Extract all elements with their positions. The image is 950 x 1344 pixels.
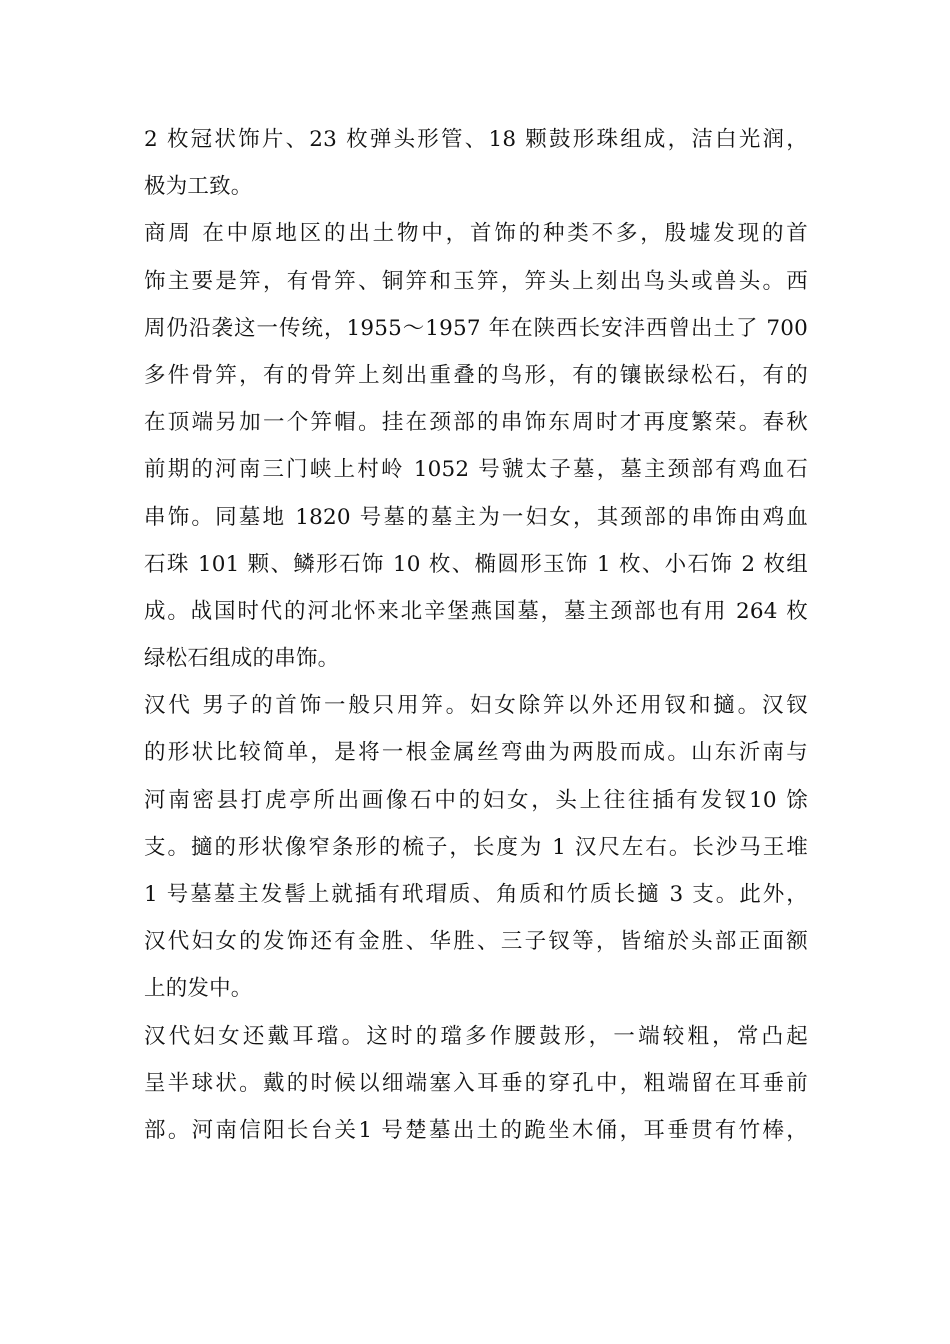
body-text — [144, 116, 808, 1154]
text-line: 支。擿的形状像窄条形的梳子，长度为 1 汉尺左右。长沙马王堆 — [144, 834, 808, 860]
text-line: 串饰。同墓地 1820 号墓的墓主为一妇女，其颈部的串饰由鸡血 — [144, 504, 808, 530]
text-line: 呈半球状。戴的时候以细端塞入耳垂的穿孔中，粗端留在耳垂前 — [144, 1070, 808, 1096]
text-line: 汉代 男子的首饰一般只用笄。妇女除笄以外还用钗和擿。汉钗 — [144, 693, 808, 719]
text-line: 汉代妇女的发饰还有金胜、华胜、三子钗等，皆缩於头部正面额 — [144, 929, 808, 955]
text-line: 绿松石组成的串饰。 — [144, 646, 340, 672]
text-line: 1 号墓墓主发髻上就插有玳瑁质、角质和竹质长擿 3 支。此外， — [144, 882, 808, 907]
text-line: 周仍沿袭这一传统，1955～1957 年在陕西长安沣西曾出土了 700 — [144, 315, 808, 341]
text-line: 的形状比较简单，是将一根金属丝弯曲为两股而成。山东沂南与 — [144, 740, 808, 766]
text-line: 石珠 101 颗、鳞形石饰 10 枚、椭圆形玉饰 1 枚、小石饰 2 枚组 — [144, 551, 808, 577]
text-line: 汉代妇女还戴耳璫。这时的璫多作腰鼓形，一端较粗，常凸起 — [144, 1023, 808, 1049]
text-line: 部。河南信阳长台关1 号楚墓出土的跪坐木俑，耳垂贯有竹棒， — [144, 1117, 808, 1143]
text-line: 成。战国时代的河北怀来北辛堡燕国墓，墓主颈部也有用 264 枚 — [144, 598, 808, 624]
text-line: 多件骨笄，有的骨笄上刻出重叠的鸟形，有的镶嵌绿松石，有的 — [144, 362, 808, 388]
text-line: 饰主要是笄，有骨笄、铜笄和玉笄，笄头上刻出鸟头或兽头。西 — [144, 268, 808, 294]
text-line: 2 枚冠状饰片、23 枚弹头形管、18 颗鼓形珠组成，洁白光润， — [144, 127, 808, 152]
text-line: 商周 在中原地区的出土物中，首饰的种类不多，殷墟发现的首 — [144, 221, 808, 247]
text-line: 河南密县打虎亭所出画像石中的妇女，头上往往插有发钗10 馀 — [144, 787, 808, 813]
text-line: 上的发中。 — [144, 976, 253, 1002]
text-line: 极为工致。 — [144, 174, 253, 200]
text-line: 在顶端另加一个笄帽。挂在颈部的串饰东周时才再度繁荣。春秋 — [144, 410, 808, 436]
text-line: 前期的河南三门峡上村岭 1052 号虢太子墓，墓主颈部有鸡血石 — [144, 457, 808, 483]
